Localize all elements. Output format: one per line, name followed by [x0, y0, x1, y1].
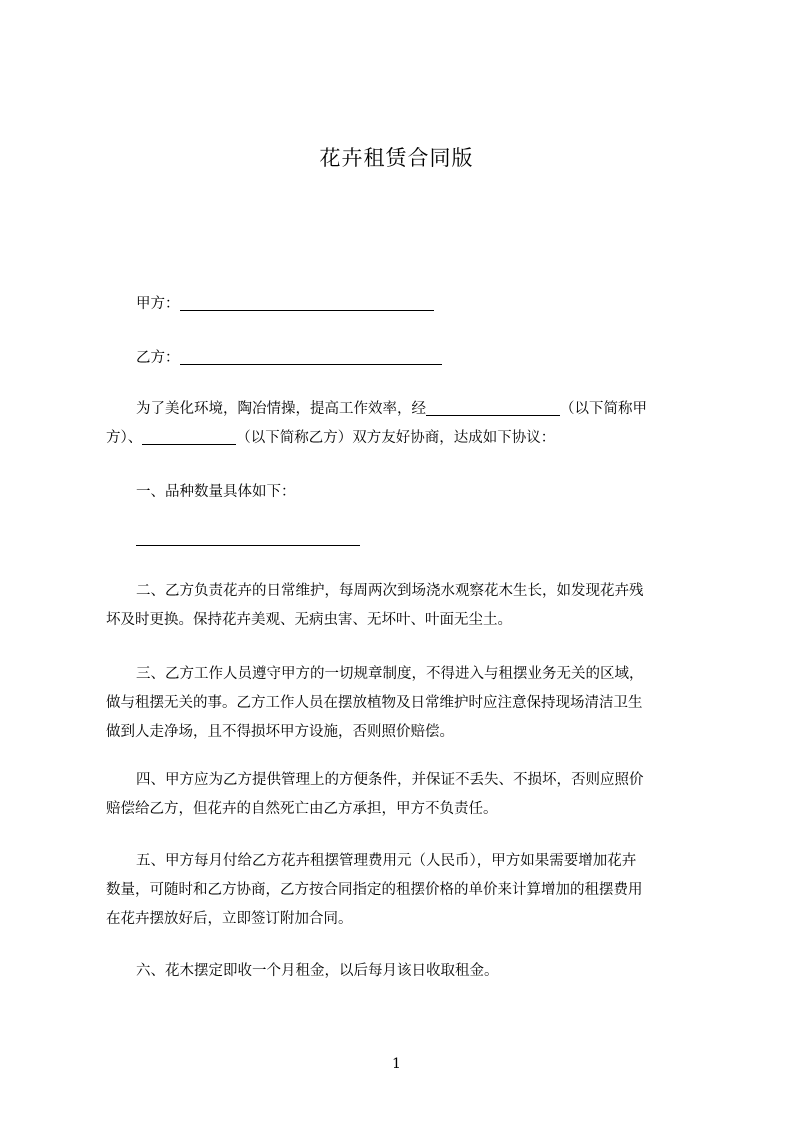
- clause-2-line1: 二、乙方负责花卉的日常维护，每周两次到场浇水观察花木生长，如发现花卉残: [136, 583, 644, 599]
- clause-3: [106, 660, 706, 747]
- clause-3-line2: 做与租摆无关的事。乙方工作人员在摆放植物及日常维护时应注意保持现场清洁卫生: [106, 695, 643, 711]
- intro-line2-tail: （以下简称乙方）双方友好协商，达成如下协议：: [236, 430, 556, 446]
- intro-line1-tail: （以下简称甲: [560, 401, 647, 417]
- clause-2: [106, 577, 706, 635]
- clause-6-text: 六、花木摆定即收一个月租金，以后每月该日收取租金。: [136, 963, 499, 979]
- clause-5-line2: 数量，可随时和乙方协商，乙方按合同指定的租摆价格的单价来计算增加的租摆费用: [106, 882, 643, 898]
- intro-blank-2: [142, 430, 236, 445]
- page-number: 1: [392, 1056, 401, 1072]
- clause-5-line3: 在花卉摆放好后，立即签订附加合同。: [106, 911, 353, 927]
- clause-4: [106, 766, 706, 824]
- party-b-line: [106, 346, 442, 367]
- clause-1: [106, 480, 296, 501]
- intro-blank-1: [426, 401, 560, 416]
- clause-2-line2: 坏及时更换。保持花卉美观、无病虫害、无坏叶、叶面无尘土。: [106, 612, 512, 628]
- party-b-label: 乙方：: [136, 350, 180, 366]
- clause-3-line1: 三、乙方工作人员遵守甲方的一切规章制度，不得进入与租摆业务无关的区域，: [136, 666, 644, 682]
- clause-5-line1: 五、甲方每月付给乙方花卉租摆管理费用元（人民币），甲方如果需要增加花卉: [136, 853, 637, 869]
- clause-4-line1: 四、甲方应为乙方提供管理上的方便条件，并保证不丢失、不损坏，否则应照价: [136, 772, 644, 788]
- clause-4-line2: 赔偿给乙方，但花卉的自然死亡由乙方承担，甲方不负责任。: [106, 801, 498, 817]
- clause-6: [106, 959, 499, 980]
- clause-5: [106, 847, 706, 934]
- clause-3-line3: 做到人走净场，且不得损坏甲方设施，否则照价赔偿。: [106, 724, 454, 740]
- document-title: 花卉租赁合同版: [319, 146, 474, 170]
- party-b-blank: [180, 350, 442, 365]
- intro-line1: 为了美化环境，陶冶情操，提高工作效率，经: [136, 401, 426, 417]
- party-a-blank: [180, 296, 434, 311]
- intro-paragraph: [106, 395, 706, 453]
- party-a-line: [106, 292, 434, 313]
- variety-quantity-blank: [136, 545, 360, 546]
- clause-1-text: 一、品种数量具体如下：: [136, 484, 296, 500]
- party-a-label: 甲方：: [136, 296, 180, 312]
- intro-line2-head: 方）、: [106, 430, 143, 446]
